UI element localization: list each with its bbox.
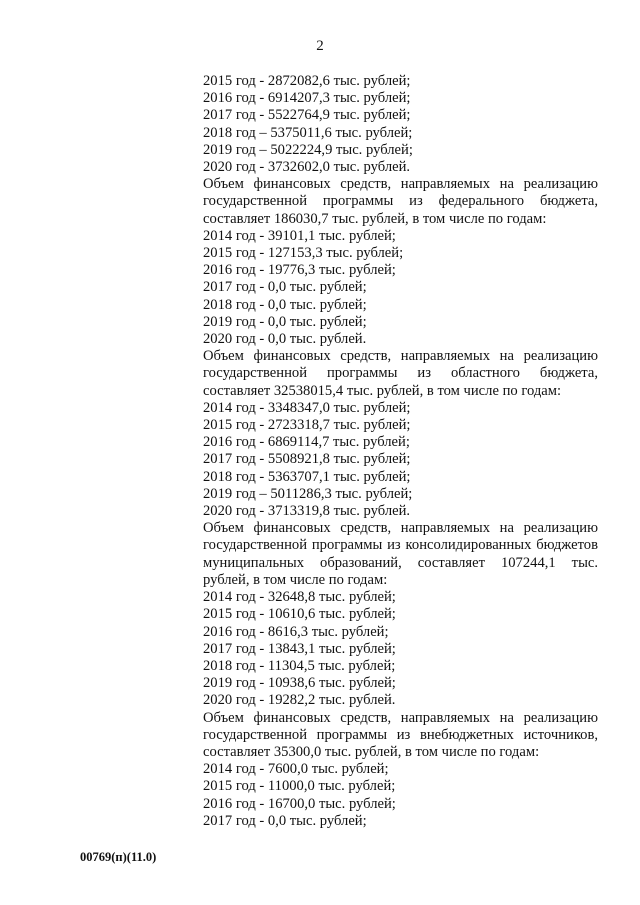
- funding-year-line: 2016 год - 6914207,3 тыс. рублей;: [203, 90, 411, 107]
- funding-year-line: 2015 год - 127153,3 тыс. рублей;: [203, 245, 404, 262]
- page-number: 2: [316, 38, 324, 54]
- funding-paragraph: Объем финансовых средств, направляемых на реализацию государственной программы из областного бюджета, составляет 32538015,4 тыс. рублей, в том числе по годам:: [203, 348, 598, 399]
- funding-paragraph: Объем финансовых средств, направляемых на реализацию государственной программы из консолидированных бюджетов муниципальных образований, составляет 107244,1 тыс. рублей, в том числе по годам:: [203, 520, 598, 588]
- funding-year-line: 2018 год - 0,0 тыс. рублей;: [203, 296, 367, 313]
- funding-year-line: 2019 год - 10938,6 тыс. рублей;: [203, 675, 396, 692]
- funding-year-line: 2017 год - 5522764,9 тыс. рублей;: [203, 107, 411, 124]
- funding-year-line: 2014 год - 39101,1 тыс. рублей;: [203, 227, 396, 244]
- funding-year-line: 2020 год - 19282,2 тыс. рублей.: [203, 692, 396, 709]
- funding-year-line: 2017 год - 0,0 тыс. рублей;: [203, 279, 367, 296]
- funding-paragraph: Объем финансовых средств, направляемых на реализацию государственной программы из федерального бюджета, составляет 186030,7 тыс. рублей, в том числе по годам:: [203, 176, 598, 227]
- funding-year-line: 2017 год - 13843,1 тыс. рублей;: [203, 640, 396, 657]
- funding-year-line: 2014 год - 32648,8 тыс. рублей;: [203, 589, 396, 606]
- funding-year-line: 2020 год - 3732602,0 тыс. рублей.: [203, 159, 411, 176]
- funding-year-line: 2019 год – 5022224,9 тыс. рублей;: [203, 141, 413, 158]
- document-body: [203, 73, 598, 830]
- funding-year-line: 2016 год - 8616,3 тыс. рублей;: [203, 623, 389, 640]
- funding-paragraph: Объем финансовых средств, направляемых на реализацию государственной программы из внебюджетных источников, составляет 35300,0 тыс. рублей, в том числе по годам:: [203, 709, 598, 760]
- funding-year-line: 2018 год – 5375011,6 тыс. рублей;: [203, 124, 413, 141]
- funding-year-line: 2019 год - 0,0 тыс. рублей;: [203, 313, 367, 330]
- funding-year-line: 2015 год - 10610,6 тыс. рублей;: [203, 606, 396, 623]
- funding-year-line: 2017 год - 5508921,8 тыс. рублей;: [203, 451, 411, 468]
- funding-year-line: 2016 год - 6869114,7 тыс. рублей;: [203, 434, 410, 451]
- funding-year-line: 2019 год – 5011286,3 тыс. рублей;: [203, 485, 413, 502]
- funding-year-line: 2018 год - 11304,5 тыс. рублей;: [203, 657, 396, 674]
- funding-year-line: 2020 год - 3713319,8 тыс. рублей.: [203, 503, 411, 520]
- funding-year-line: 2020 год - 0,0 тыс. рублей.: [203, 331, 367, 348]
- funding-year-line: 2016 год - 19776,3 тыс. рублей;: [203, 262, 396, 279]
- funding-year-line: 2017 год - 0,0 тыс. рублей;: [203, 812, 367, 829]
- funding-year-line: 2015 год - 2723318,7 тыс. рублей;: [203, 417, 411, 434]
- funding-year-line: 2014 год - 3348347,0 тыс. рублей;: [203, 399, 411, 416]
- funding-year-line: 2018 год - 5363707,1 тыс. рублей;: [203, 468, 411, 485]
- funding-year-line: 2015 год - 11000,0 тыс. рублей;: [203, 778, 396, 795]
- funding-year-line: 2015 год - 2872082,6 тыс. рублей;: [203, 73, 411, 89]
- funding-year-line: 2014 год - 7600,0 тыс. рублей;: [203, 761, 389, 778]
- document-code: 00769(п)(11.0): [80, 850, 157, 864]
- funding-year-line: 2016 год - 16700,0 тыс. рублей;: [203, 795, 396, 812]
